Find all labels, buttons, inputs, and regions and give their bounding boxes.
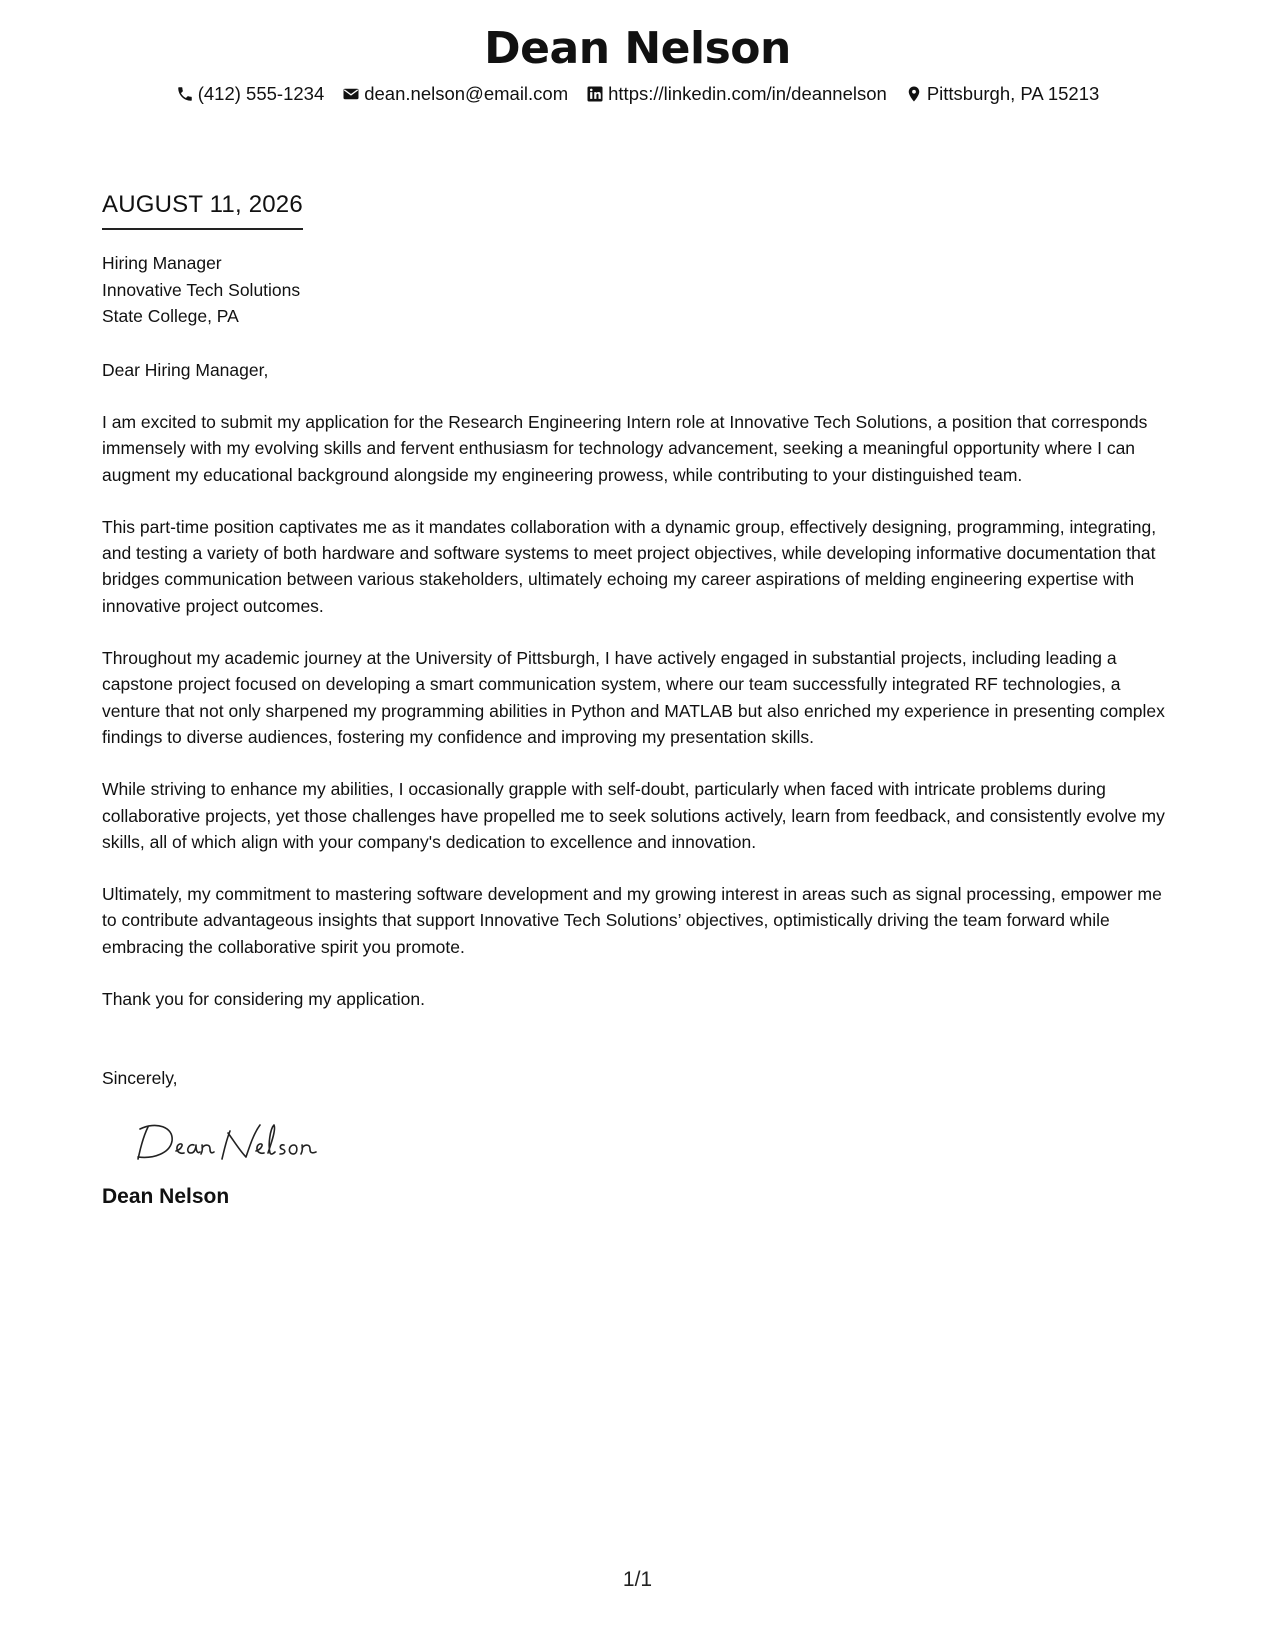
recipient-company: Innovative Tech Solutions: [102, 279, 301, 300]
envelope-icon: [342, 85, 360, 103]
recipient-location: State College, PA: [102, 306, 239, 326]
body-paragraph: While striving to enhance my abilities, I occasionally grapple with self-doubt, particularly when faced with intricate problems during collaborative projects, yet those challenges have propelled me to seek solutions actively, learn from feedback, and consistently evolve my skills, all of which align with your company's dedication to excellence and innovation.: [102, 779, 1165, 852]
thanks-line: Thank you for considering my application.: [102, 989, 425, 1010]
contact-phone: [176, 82, 325, 106]
handwritten-signature: [134, 1117, 334, 1165]
map-marker-icon: [905, 85, 923, 103]
recipient-block: [102, 250, 1177, 330]
body-paragraph: Ultimately, my commitment to mastering software development and my growing interest in areas such as signal processing, empower me to contribute advantageous insights that support Innovative Tech Solutions’ objectives, optimistically driving the team forward while embracing the collaborative spirit you promote.: [102, 884, 1162, 957]
recipient-title: Hiring Manager: [102, 253, 222, 273]
linkedin-icon: [586, 85, 604, 103]
email-text[interactable]: dean.nelson@email.com: [364, 83, 569, 104]
contact-info: [0, 82, 1275, 106]
linkedin-text[interactable]: https://linkedin.com/in/deannelson: [608, 83, 887, 104]
contact-email[interactable]: [342, 82, 568, 106]
contact-location: [905, 82, 1099, 106]
body-paragraph: I am excited to submit my application for the Research Engineering Intern role at Innovative Tech Solutions, a position that corresponds immensely with my evolving skills and fervent enthusiasm for technology advancement, seeking a meaningful opportunity where I can augment my educational background alongside my engineering prowess, while contributing to your distinguished team.: [102, 412, 1148, 485]
letter-date: AUGUST 11, 2026: [102, 190, 303, 230]
contact-linkedin[interactable]: [586, 82, 887, 106]
applicant-name: Dean Nelson: [484, 23, 791, 74]
page-number: 1/1: [622, 1568, 653, 1591]
location-text: Pittsburgh, PA 15213: [926, 83, 1100, 104]
closing-line: Sincerely,: [102, 1067, 178, 1088]
phone-text: (412) 555-1234: [197, 83, 325, 104]
body-paragraph: Throughout my academic journey at the University of Pittsburgh, I have actively engaged in substantial projects, including leading a capstone project focused on developing a smart communication system, where our team successfully integrated RF technologies, a venture that not only sharpened my programming abilities in Python and MATLAB but also enriched my experience in presenting complex findings to diverse audiences, fostering my confidence and improving my presentation skills.: [102, 648, 1165, 747]
phone-icon: [176, 85, 194, 103]
letter-body: [102, 190, 1177, 1211]
body-paragraph: This part-time position captivates me as it mandates collaboration with a dynamic group, effectively designing, programming, integrating, and testing a variety of both hardware and software systems to meet project objectives, while developing informative documentation that bridges communication between various stakeholders, ultimately echoing my career aspirations of melding engineering expertise with innovative project outcomes.: [102, 516, 1157, 616]
salutation: Dear Hiring Manager,: [102, 359, 269, 380]
letter-header: [0, 22, 1275, 106]
signer-name: Dean Nelson: [102, 1185, 230, 1209]
